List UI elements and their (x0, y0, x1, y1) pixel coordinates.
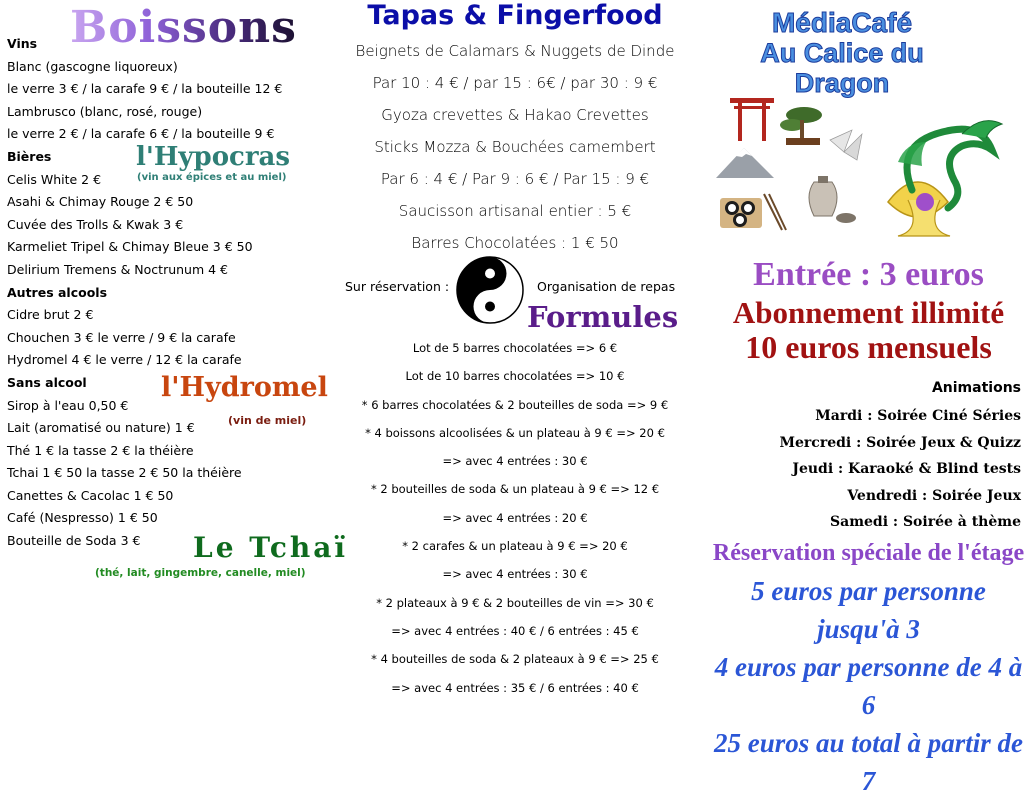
sake-icon (809, 176, 856, 223)
tchai-title: Le Tchaï (193, 531, 349, 564)
sushi-icon (720, 194, 786, 230)
tapas-item: Par 6 : 4 € / Par 9 : 6 € / Par 15 : 9 € (380, 170, 650, 188)
etage-prices (712, 572, 1025, 800)
boissons-item: Tchai 1 € 50 la tasse 2 € 50 la théière (7, 465, 242, 481)
boissons-item: Cuvée des Trolls & Kwak 3 € (7, 216, 184, 232)
boissons-item: Thé 1 € la tasse 2 € la théière (7, 442, 194, 458)
dragon-icon (888, 121, 1002, 236)
formule-item: => avec 4 entrées : 30 € (442, 454, 588, 469)
tapas-item: Barres Chocolatées : 1 € 50 (411, 234, 619, 252)
mediacafe-column (712, 0, 1025, 796)
reservation-label: Sur réservation : (345, 279, 450, 294)
formule-item: * 4 boissons alcoolisées & un plateau à 9 € => 20 € (365, 425, 665, 440)
animations-title: Animations (931, 380, 1021, 396)
tapas-item: Sticks Mozza & Bouchées camembert (374, 138, 656, 156)
mediacafe-title (712, 8, 972, 98)
formule-item: => avec 4 entrées : 20 € (442, 510, 588, 525)
boissons-item: Hydromel 4 € le verre / 12 € la carafe (7, 352, 242, 368)
formules-list (325, 334, 705, 702)
abonnement-line1: Abonnement illimité (732, 295, 1005, 330)
etage-price-line: 25 euros au total à partir de 7 (713, 728, 1024, 796)
tapas-item: Saucisson artisanal entier : 5 € (398, 202, 632, 220)
mountain-icon (716, 148, 774, 178)
etage-title: Réservation spéciale de l'étage (712, 540, 1025, 566)
formule-item: Lot de 5 barres chocolatées => 6 € (412, 341, 618, 355)
abonnement (712, 296, 1025, 364)
boissons-list (7, 33, 317, 553)
boissons-item: Vins (7, 36, 38, 51)
hypocras-title: l'Hypocras (136, 142, 291, 172)
tapas-column (325, 0, 705, 696)
boissons-item: Celis White 2 € (7, 171, 102, 187)
boissons-item: Café (Nespresso) 1 € 50 (7, 510, 158, 526)
boissons-item: Delirium Tremens & Noctrunum 4 € (7, 261, 229, 277)
boissons-item: Sans alcool (7, 374, 87, 390)
torii-icon (730, 98, 774, 141)
tapas-item: Par 10 : 4 € / par 15 : 6€ / par 30 : 9 € (372, 74, 658, 92)
yin-yang-icon (456, 256, 524, 324)
animation-item: Vendredi : Soirée Jeux (847, 487, 1021, 504)
tapas-title: Tapas & Fingerfood (367, 0, 663, 31)
hypocras-subtitle: (vin aux épices et au miel) (137, 172, 287, 183)
boissons-item: Bières (7, 148, 52, 164)
formule-item: => avec 4 entrées : 40 € / 6 entrées : 45 € (391, 623, 639, 638)
entree-price: Entrée : 3 euros (753, 256, 984, 293)
repas-label: Organisation de repas (537, 279, 676, 294)
boissons-item: Sirop à l'eau 0,50 € (7, 397, 129, 413)
boissons-title: Boissons (70, 2, 297, 53)
formule-item: * 4 bouteilles de soda & 2 plateaux à 9 € => 25 € (371, 652, 659, 667)
animation-item: Mercredi : Soirée Jeux & Quizz (779, 434, 1021, 451)
etage-price-line: 5 euros par personne jusqu'à 3 (751, 576, 986, 644)
boissons-item: Canettes & Cacolac 1 € 50 (7, 487, 174, 503)
boissons-column (0, 0, 349, 696)
etage-price-line: 4 euros par personne de 4 à 6 (714, 652, 1023, 720)
hydromel-subtitle: (vin de miel) (228, 414, 307, 427)
mediacafe-title-line1: MédiaCafé (771, 7, 913, 38)
animation-item: Samedi : Soirée à thème (830, 514, 1021, 530)
formule-item: * 6 barres chocolatées & 2 bouteilles de soda => 9 € (361, 397, 669, 412)
boissons-item: Bouteille de Soda 3 € (7, 533, 141, 549)
animations-list (780, 403, 1021, 536)
formule-item: * 2 carafes & un plateau à 9 € => 20 € (402, 539, 628, 554)
hydromel-title: l'Hydromel (161, 372, 328, 403)
boissons-item: Lait (aromatisé ou nature) 1 € (7, 420, 195, 436)
animation-item: Mardi : Soirée Ciné Séries (815, 408, 1021, 424)
boissons-item: le verre 2 € / la carafe 6 € / la bouteille 9 € (7, 126, 275, 142)
formules-title: Formules (527, 300, 679, 334)
tchai-subtitle: (thé, lait, gingembre, canelle, miel) (95, 567, 306, 579)
boissons-item: Autres alcools (7, 284, 108, 300)
boissons-item: Cidre brut 2 € (7, 307, 94, 323)
boissons-item: Lambrusco (blanc, rosé, rouge) (7, 103, 203, 119)
formule-item: * 2 bouteilles de soda & un plateau à 9 € => 12 € (370, 482, 660, 497)
formule-item: * 2 plateaux à 9 € & 2 bouteilles de vin => 30 € (376, 595, 654, 610)
tapas-item: Beignets de Calamars & Nuggets de Dinde (355, 42, 675, 60)
boissons-item: Blanc (gascogne liquoreux) (7, 58, 178, 74)
origami-crane-icon (830, 130, 862, 160)
formule-item: => avec 4 entrées : 30 € (442, 567, 588, 582)
tapas-item: Gyoza crevettes & Hakao Crevettes (381, 106, 649, 124)
boissons-item: Asahi & Chimay Rouge 2 € 50 (7, 194, 194, 210)
formule-item: => avec 4 entrées : 35 € / 6 entrées : 40 € (391, 680, 639, 695)
boissons-item: le verre 3 € / la carafe 9 € / la bouteille 12 € (7, 81, 283, 97)
formule-item: Lot de 10 barres chocolatées => 10 € (405, 369, 625, 384)
japan-illustration (712, 90, 1025, 240)
animation-item: Jeudi : Karaoké & Blind tests (792, 461, 1021, 477)
tapas-list (325, 35, 705, 259)
bonsai-icon (780, 107, 822, 145)
boissons-item: Karmeliet Tripel & Chimay Bleue 3 € 50 (7, 239, 253, 255)
mediacafe-title-line2: Au Calice du Dragon (760, 38, 924, 98)
abonnement-line2: 10 euros mensuels (745, 329, 992, 365)
boissons-item: Chouchen 3 € le verre / 9 € la carafe (7, 329, 236, 345)
